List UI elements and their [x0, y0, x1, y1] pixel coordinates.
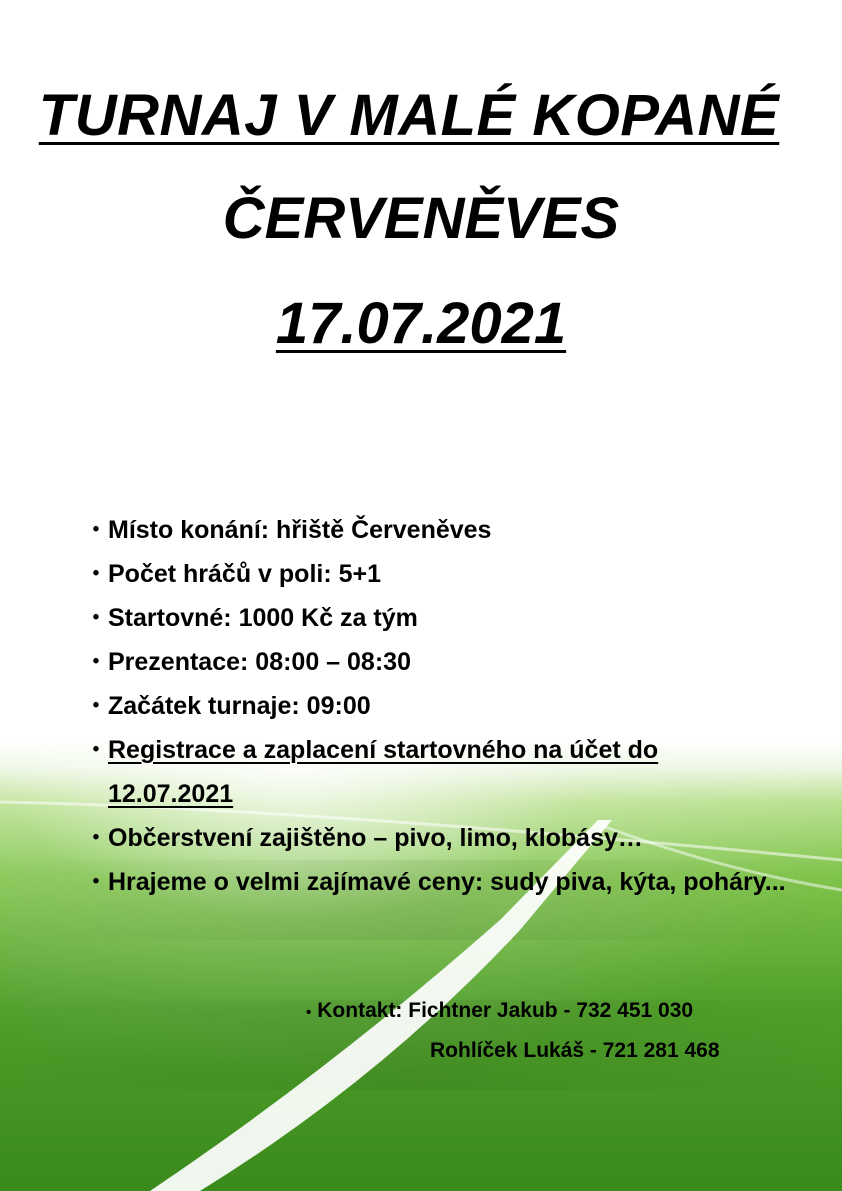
bullet-icon: •: [92, 563, 100, 584]
contact-block: [306, 992, 786, 1070]
bullet-icon: •: [92, 651, 100, 672]
bullet-icon: •: [92, 695, 100, 716]
list-item: • Registrace a zaplacení startovného na účet do 12.07.2021: [88, 728, 788, 816]
list-item: • Začátek turnaje: 09:00: [88, 684, 788, 728]
list-item: • Počet hráčů v poli: 5+1: [88, 552, 788, 596]
tournament-title: TURNAJ V MALÉ KOPANÉ: [38, 83, 780, 148]
bullet-icon: •: [92, 519, 100, 540]
list-item: • Hrajeme o velmi zajímavé ceny: sudy piva, kýta, poháry...: [88, 860, 788, 904]
list-item: • Startovné: 1000 Kč za tým: [88, 596, 788, 640]
list-item: • Prezentace: 08:00 – 08:30: [88, 640, 788, 684]
bullet-icon: •: [92, 739, 100, 760]
contact-line-2: Rohlíček Lukáš - 721 281 468: [430, 1039, 720, 1062]
bullet-icon: •: [92, 871, 100, 892]
list-item: • Místo konání: hřiště Červeněves: [88, 508, 788, 552]
list-item: • Občerstvení zajištěno – pivo, limo, klobásy…: [88, 816, 788, 860]
bullet-icon: •: [92, 827, 100, 848]
contact-line-1: • Kontakt: Fichtner Jakub - 732 451 030: [306, 999, 694, 1022]
village-name: ČERVENĚVES: [222, 186, 620, 251]
tournament-date: 17.07.2021: [275, 291, 567, 356]
info-list: [88, 508, 788, 904]
bullet-icon: •: [92, 607, 100, 628]
bullet-icon: •: [306, 1004, 312, 1021]
